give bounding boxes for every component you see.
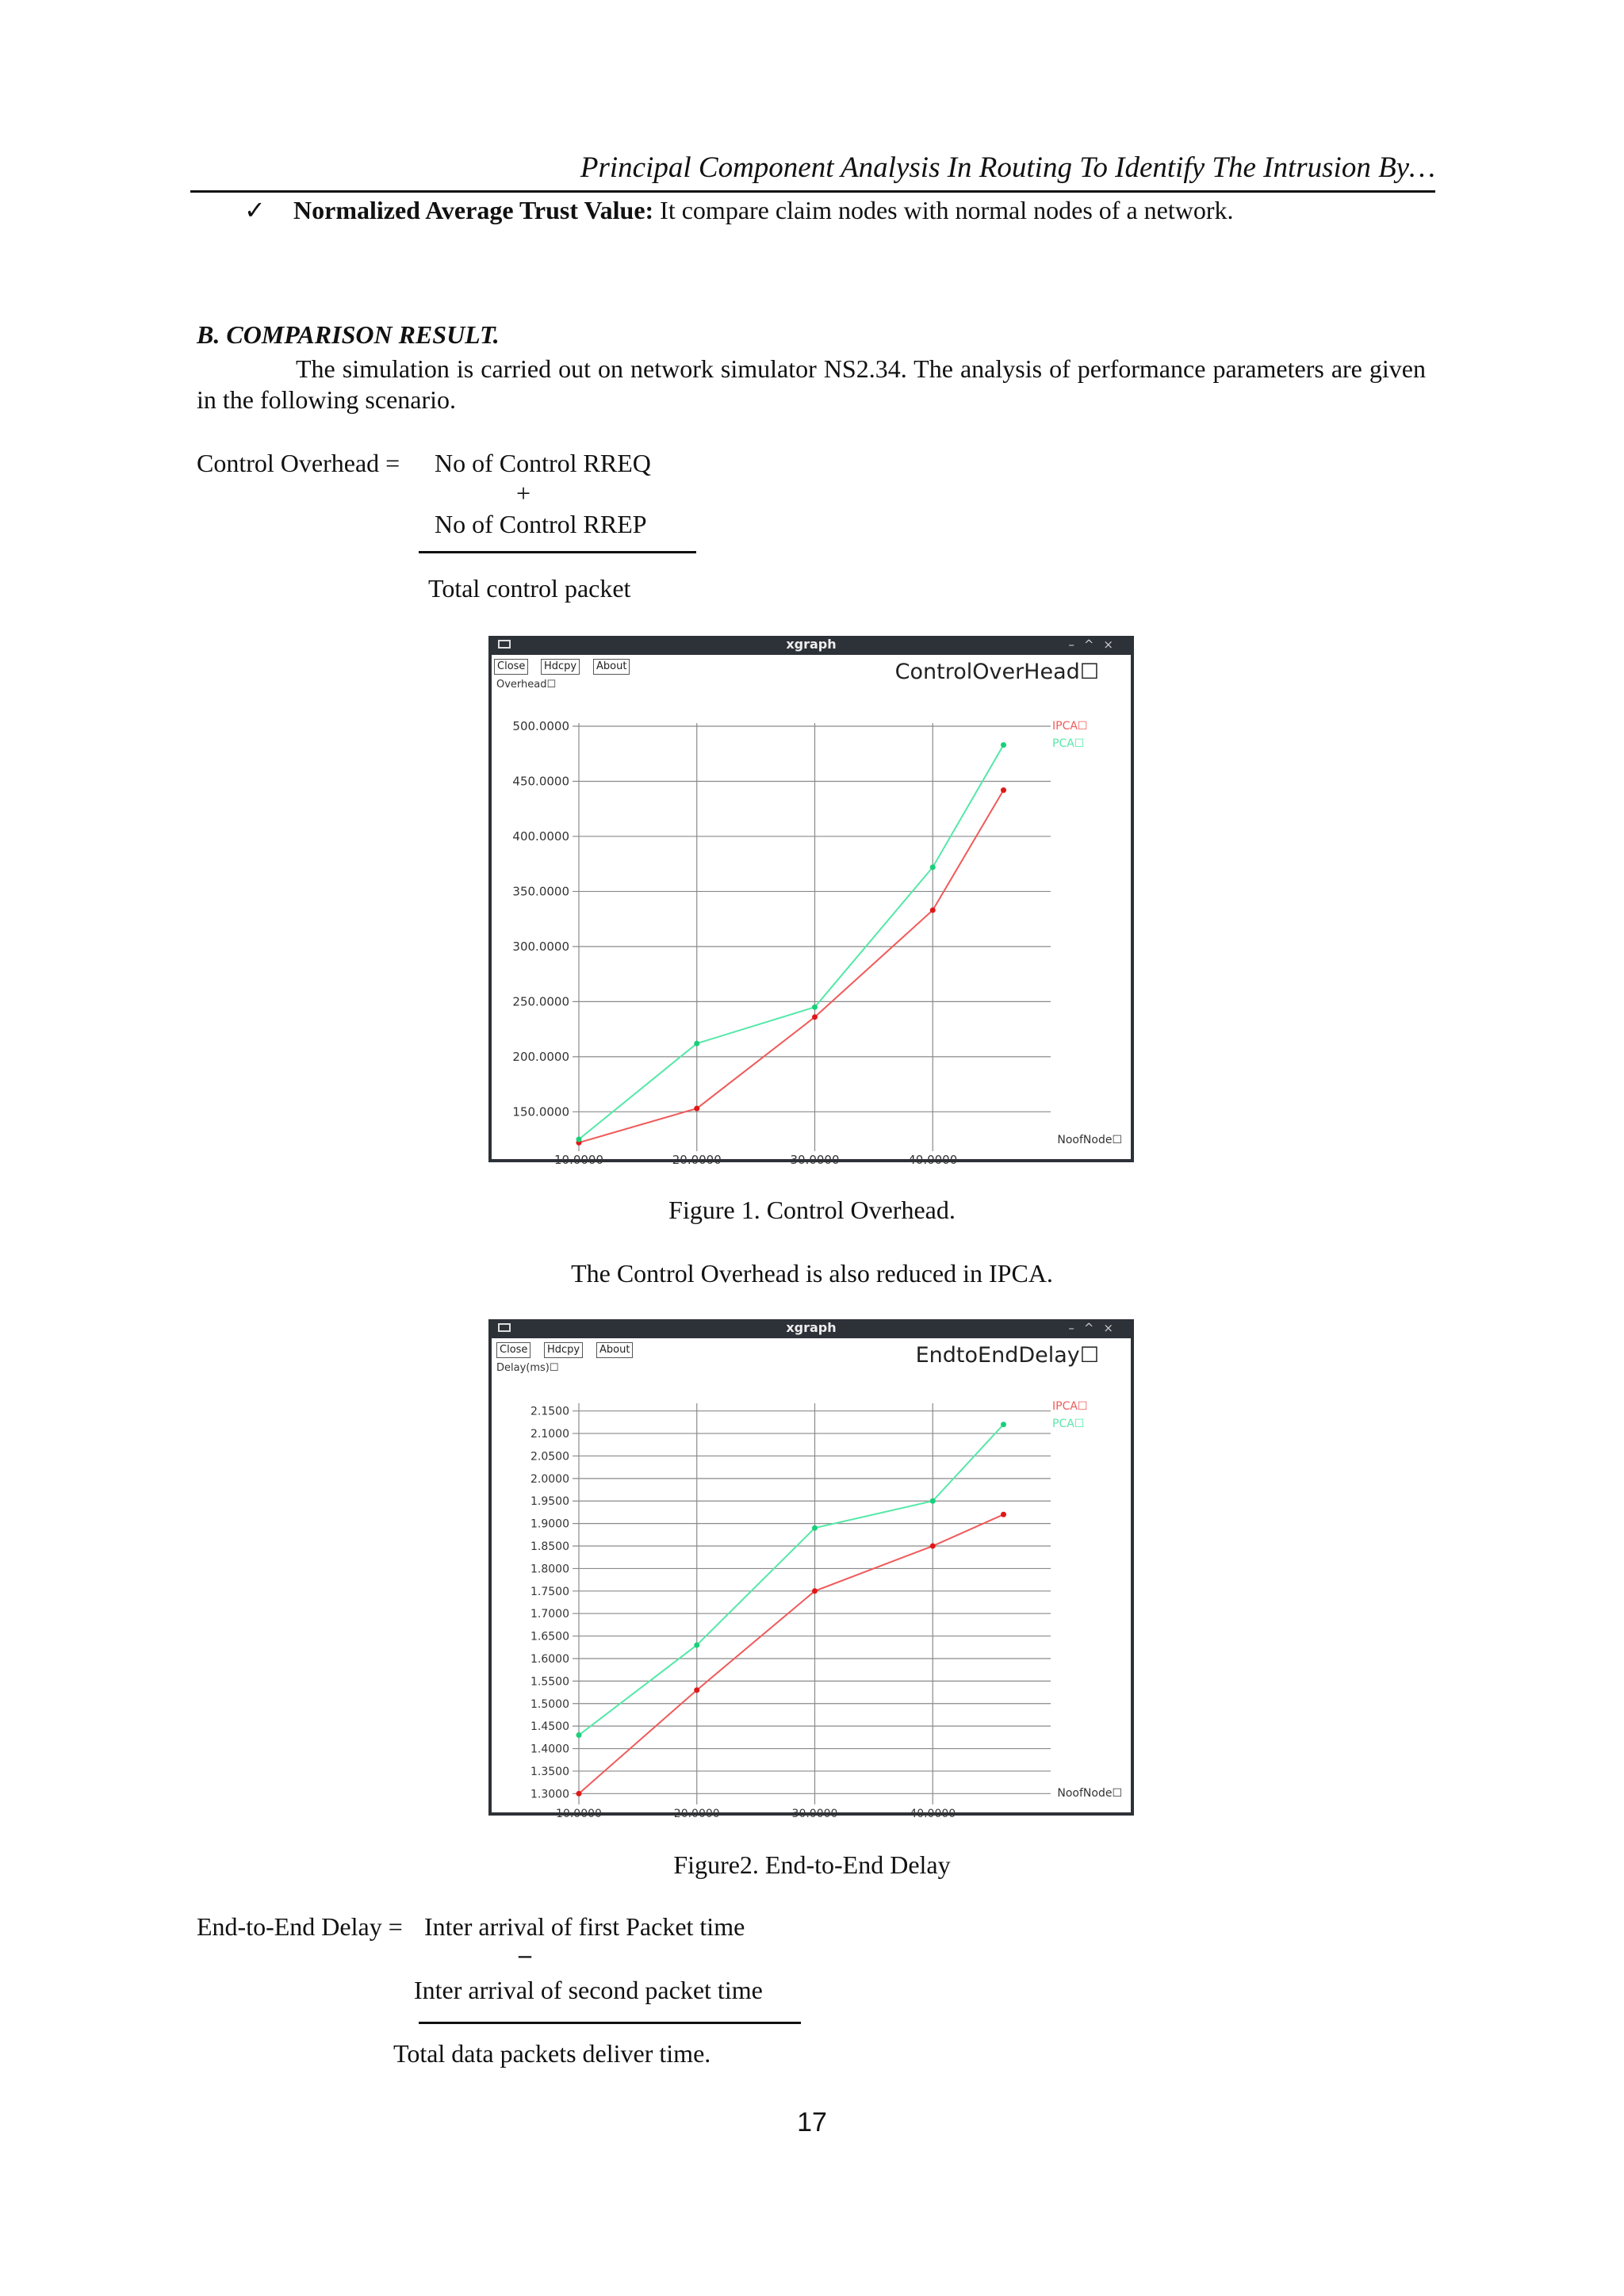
y-tick-label: 400.0000 <box>512 828 569 844</box>
data-point-ipca <box>930 1544 936 1549</box>
equation1-fraction-bar <box>419 551 696 553</box>
section-paragraph: The simulation is carried out on network simulator NS2.34. The analysis of performance parameters are given in the following scenario. <box>197 354 1426 414</box>
about-button[interactable]: About <box>596 1342 633 1358</box>
data-point-ipca <box>694 1106 699 1112</box>
x-tick-label: 40.0000 <box>908 1153 958 1167</box>
data-point-ipca <box>812 1588 818 1594</box>
chart-title: EndtoEndDelay☐ <box>915 1343 1099 1368</box>
y-tick-label: 1.7500 <box>530 1585 569 1598</box>
hdcpy-button[interactable]: Hdcpy <box>541 659 580 675</box>
section-title: B. COMPARISON RESULT. <box>197 320 500 349</box>
equation2-denominator: Total data packets deliver time. <box>393 2039 711 2068</box>
header-rule <box>190 190 1435 193</box>
xgraph-canvas <box>492 655 1131 1167</box>
legend-entry-pca: PCA☐ <box>1052 737 1085 750</box>
chart-plot <box>492 1338 1131 1820</box>
y-tick-label: 2.1500 <box>530 1405 569 1418</box>
window-controls[interactable]: –^× <box>1068 637 1123 652</box>
page-number: 17 <box>797 2107 827 2137</box>
figure1-caption: Figure 1. Control Overhead. <box>668 1196 956 1224</box>
equation1-denominator: Total control packet <box>428 574 631 603</box>
series-line-ipca <box>579 1514 1004 1793</box>
x-tick-label: 10.0000 <box>553 1153 604 1167</box>
figure1-xgraph-window <box>488 636 1134 1167</box>
y-tick-label: 300.0000 <box>512 939 569 954</box>
y-axis-label: Delay(ms)☐ <box>496 1362 559 1374</box>
y-tick-label: 1.4000 <box>530 1743 569 1756</box>
x-tick-label: 20.0000 <box>673 1808 720 1820</box>
chart-title: ControlOverHead☐ <box>894 660 1099 684</box>
window-controls[interactable]: –^× <box>1068 1321 1123 1335</box>
x-tick-label: 40.0000 <box>910 1808 956 1820</box>
y-tick-label: 150.0000 <box>512 1104 569 1119</box>
data-point-ipca <box>930 908 936 913</box>
data-point-ipca <box>1001 1512 1006 1517</box>
x-tick-label: 20.0000 <box>672 1153 722 1167</box>
y-axis-label: Overhead☐ <box>496 679 557 691</box>
x-tick-label: 10.0000 <box>556 1808 602 1820</box>
chart-plot <box>492 655 1131 1167</box>
y-tick-label: 1.8000 <box>530 1563 569 1576</box>
figure2-caption: Figure2. End-to-End Delay <box>673 1850 951 1879</box>
y-tick-label: 1.6000 <box>530 1652 569 1666</box>
data-point-ipca <box>694 1687 699 1693</box>
y-tick-label: 1.9000 <box>530 1517 569 1531</box>
equation2-term1: Inter arrival of first Packet time <box>424 1912 745 1941</box>
y-tick-label: 1.9500 <box>530 1495 569 1509</box>
close-button[interactable]: Close <box>494 659 528 675</box>
about-button[interactable]: About <box>593 659 630 675</box>
hdcpy-button[interactable]: Hdcpy <box>544 1342 583 1358</box>
y-tick-label: 350.0000 <box>512 884 569 899</box>
equation2-fraction-bar <box>419 2022 801 2024</box>
data-point-pca <box>812 1004 818 1010</box>
y-tick-label: 2.0000 <box>530 1472 569 1486</box>
y-tick-label: 450.0000 <box>512 774 569 789</box>
series-line-ipca <box>579 790 1004 1143</box>
window-title: xgraph <box>786 637 837 652</box>
data-point-ipca <box>576 1791 582 1797</box>
equation1-term2: No of Control RREP <box>435 510 647 538</box>
data-point-ipca <box>812 1014 818 1020</box>
y-tick-label: 1.8500 <box>530 1540 569 1554</box>
x-axis-label: NoofNode☐ <box>1057 1134 1122 1146</box>
data-point-pca <box>812 1525 818 1531</box>
checkmark-icon: ✓ <box>244 195 266 225</box>
window-title: xgraph <box>786 1320 837 1335</box>
y-tick-label: 1.5500 <box>530 1675 569 1689</box>
data-point-pca <box>694 1642 699 1647</box>
data-point-pca <box>930 1498 936 1504</box>
equation1-operator: + <box>515 479 531 507</box>
y-tick-label: 1.7000 <box>530 1608 569 1621</box>
legend-entry-ipca: IPCA☐ <box>1052 720 1088 733</box>
bullet-term: Normalized Average Trust Value: <box>293 196 654 224</box>
y-tick-label: 2.0500 <box>530 1450 569 1464</box>
data-point-pca <box>576 1137 582 1142</box>
x-axis-label: NoofNode☐ <box>1057 1787 1122 1800</box>
equation1-term1: No of Control RREQ <box>435 449 651 477</box>
running-header: Principal Component Analysis In Routing To Identify The Intrusion By… <box>580 151 1435 184</box>
y-tick-label: 200.0000 <box>512 1049 569 1064</box>
data-point-pca <box>694 1041 699 1047</box>
legend-entry-ipca: IPCA☐ <box>1052 1400 1088 1413</box>
equation2-lhs: End-to-End Delay = <box>197 1912 403 1941</box>
data-point-pca <box>930 864 936 870</box>
y-tick-label: 1.3500 <box>530 1765 569 1778</box>
bullet-text: It compare claim nodes with normal nodes of a network. <box>653 196 1234 224</box>
y-tick-label: 1.3000 <box>530 1788 569 1801</box>
close-button[interactable]: Close <box>496 1342 530 1358</box>
data-point-pca <box>576 1732 582 1738</box>
equation2-operator: – <box>519 1940 531 1969</box>
equation2-term2: Inter arrival of second packet time <box>414 1976 763 2004</box>
data-point-pca <box>1001 742 1006 748</box>
series-line-pca <box>579 745 1004 1139</box>
y-tick-label: 1.4500 <box>530 1720 569 1734</box>
x-tick-label: 30.0000 <box>791 1808 838 1820</box>
y-tick-label: 2.1000 <box>530 1428 569 1441</box>
data-point-ipca <box>1001 787 1006 793</box>
y-tick-label: 500.0000 <box>512 719 569 733</box>
figure1-after-text: The Control Overhead is also reduced in IPCA. <box>571 1259 1053 1288</box>
legend-entry-pca: PCA☐ <box>1052 1418 1085 1430</box>
xgraph-canvas <box>492 1338 1131 1820</box>
y-tick-label: 1.6500 <box>530 1630 569 1644</box>
y-tick-label: 1.5000 <box>530 1697 569 1711</box>
x-tick-label: 30.0000 <box>790 1153 840 1167</box>
series-line-pca <box>579 1425 1004 1735</box>
y-tick-label: 250.0000 <box>512 994 569 1009</box>
bullet-item <box>244 195 1234 225</box>
figure2-xgraph-window <box>488 1319 1134 1820</box>
data-point-pca <box>1001 1422 1006 1427</box>
equation1-lhs: Control Overhead = <box>197 449 400 477</box>
